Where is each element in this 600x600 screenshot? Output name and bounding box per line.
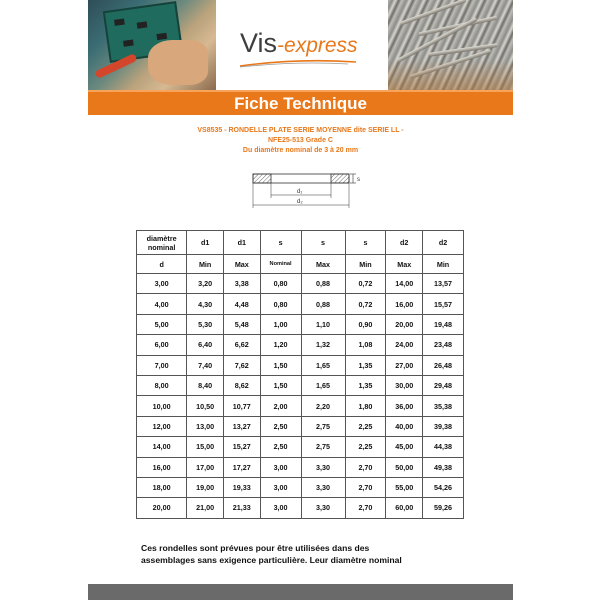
table-cell: 35,38 (423, 396, 464, 416)
table-cell: 2,20 (301, 396, 345, 416)
table-cell: 1,32 (301, 335, 345, 355)
table-row (137, 457, 464, 477)
table-cell: 10,00 (137, 396, 187, 416)
table-cell: 24,00 (386, 335, 423, 355)
table-cell: 19,48 (423, 314, 464, 334)
table-cell: 1,35 (345, 375, 386, 395)
table-row (137, 416, 464, 436)
table-cell: d1 (187, 231, 224, 255)
table-cell: s (345, 231, 386, 255)
table-cell: 1,50 (260, 355, 301, 375)
table-cell: d (137, 255, 187, 274)
table-cell: 7,00 (137, 355, 187, 375)
table-cell: 60,00 (386, 498, 423, 518)
table-cell: 20,00 (386, 314, 423, 334)
header-banner (88, 0, 513, 90)
table-cell: 3,00 (260, 498, 301, 518)
table-cell: 12,00 (137, 416, 187, 436)
table-cell: 0,88 (301, 274, 345, 294)
table-cell: 8,62 (223, 375, 260, 395)
table-row (137, 375, 464, 395)
table-cell: 15,00 (187, 437, 224, 457)
table-cell: Min (187, 255, 224, 274)
table-cell: 7,62 (223, 355, 260, 375)
table-cell: 8,40 (187, 375, 224, 395)
table-cell: 2,25 (345, 437, 386, 457)
table-cell: 3,30 (301, 457, 345, 477)
table-row (137, 335, 464, 355)
label-d2: d₂ (297, 199, 303, 205)
table-cell: 17,27 (223, 457, 260, 477)
brand-logo (240, 28, 358, 59)
electronics-repair-photo (88, 0, 216, 90)
table-cell: 2,70 (345, 498, 386, 518)
table-cell: 14,00 (386, 274, 423, 294)
label-s: s (357, 177, 360, 183)
usage-note (141, 542, 461, 566)
subtitle-line-3: Du diamètre nominal de 3 à 20 mm (242, 147, 359, 154)
table-cell: 1,65 (301, 355, 345, 375)
washer-diagram (243, 168, 363, 212)
page-title: Fiche Technique (234, 94, 367, 113)
table-cell: 7,40 (187, 355, 224, 375)
brand-name-part2: -express (277, 34, 358, 57)
table-row (137, 396, 464, 416)
table-cell: 4,48 (223, 294, 260, 314)
table-cell: 45,00 (386, 437, 423, 457)
table-row (137, 437, 464, 457)
table-cell: 1,10 (301, 314, 345, 334)
table-cell: Min (345, 255, 386, 274)
table-cell: 10,77 (223, 396, 260, 416)
table-cell: 0,80 (260, 274, 301, 294)
table-cell: 1,80 (345, 396, 386, 416)
logo-swoosh-icon (238, 58, 358, 68)
table-cell: 19,33 (223, 477, 260, 497)
table-cell: 13,00 (187, 416, 224, 436)
subtitle-line-2: NFE25-513 Grade C (268, 137, 333, 144)
table-cell: 13,27 (223, 416, 260, 436)
table-cell: 18,00 (137, 477, 187, 497)
table-cell: 3,30 (301, 498, 345, 518)
brand-name-part1: Vis (240, 28, 278, 58)
table-row (137, 498, 464, 518)
table-cell: 2,75 (301, 416, 345, 436)
table-cell: 54,26 (423, 477, 464, 497)
table-cell: 1,50 (260, 375, 301, 395)
hand-shape (148, 40, 208, 85)
table-cell: 23,48 (423, 335, 464, 355)
table-cell: 1,08 (345, 335, 386, 355)
table-cell: 6,00 (137, 335, 187, 355)
title-bar (88, 90, 513, 115)
table-cell: 4,30 (187, 294, 224, 314)
table-cell: 21,00 (187, 498, 224, 518)
table-cell: 5,30 (187, 314, 224, 334)
datasheet-page (88, 0, 513, 600)
table-cell: d2 (423, 231, 464, 255)
table-cell: 1,35 (345, 355, 386, 375)
table-cell: 16,00 (386, 294, 423, 314)
subtitle-line-1: VS8535 - RONDELLE PLATE SERIE MOYENNE dite SERIE LL - (197, 127, 404, 134)
table-cell: 13,57 (423, 274, 464, 294)
note-line-2: assemblages sans exigence particulière. Leur diamètre nominal (141, 555, 402, 565)
table-row (137, 274, 464, 294)
table-cell: 2,50 (260, 416, 301, 436)
table-cell: 0,88 (301, 294, 345, 314)
table-row (137, 355, 464, 375)
table-cell: 3,20 (187, 274, 224, 294)
table-cell: Nominal (260, 255, 301, 274)
table-cell: 14,00 (137, 437, 187, 457)
table-cell: 4,00 (137, 294, 187, 314)
table-cell: 27,00 (386, 355, 423, 375)
label-d1: d₁ (297, 189, 303, 195)
table-cell: 15,57 (423, 294, 464, 314)
table-cell: 19,00 (187, 477, 224, 497)
table-cell: d1 (223, 231, 260, 255)
table-cell: 0,72 (345, 274, 386, 294)
table-cell: Min (423, 255, 464, 274)
table-cell: 2,00 (260, 396, 301, 416)
table-cell: 50,00 (386, 457, 423, 477)
table-cell: 15,27 (223, 437, 260, 457)
table-cell: 0,72 (345, 294, 386, 314)
table-cell: 29,48 (423, 375, 464, 395)
table-cell: 0,80 (260, 294, 301, 314)
table-cell: 10,50 (187, 396, 224, 416)
table-cell: 39,38 (423, 416, 464, 436)
table-cell: 21,33 (223, 498, 260, 518)
table-cell: 8,00 (137, 375, 187, 395)
table-cell: 6,62 (223, 335, 260, 355)
table-cell: 40,00 (386, 416, 423, 436)
note-line-1: Ces rondelles sont prévues pour être utilisées dans des (141, 543, 370, 553)
table-cell: 30,00 (386, 375, 423, 395)
table-cell: 17,00 (187, 457, 224, 477)
footer-bar (88, 584, 513, 600)
table-cell: 59,26 (423, 498, 464, 518)
table-cell: diamètre nominal (137, 231, 187, 255)
table-cell: 6,40 (187, 335, 224, 355)
table-cell: 2,25 (345, 416, 386, 436)
table-cell: 5,48 (223, 314, 260, 334)
table-subheader-row (137, 255, 464, 274)
table-cell: 26,48 (423, 355, 464, 375)
table-cell: 1,65 (301, 375, 345, 395)
table-cell: 3,00 (137, 274, 187, 294)
spec-table (136, 230, 464, 519)
table-row (137, 294, 464, 314)
table-cell: 3,00 (260, 457, 301, 477)
table-row (137, 477, 464, 497)
screws-photo (388, 0, 513, 90)
table-cell: 3,00 (260, 477, 301, 497)
table-cell: 2,70 (345, 457, 386, 477)
table-cell: 5,00 (137, 314, 187, 334)
table-cell: 16,00 (137, 457, 187, 477)
table-cell: 20,00 (137, 498, 187, 518)
table-cell: 44,38 (423, 437, 464, 457)
table-cell: Max (386, 255, 423, 274)
table-cell: 2,75 (301, 437, 345, 457)
table-cell: d2 (386, 231, 423, 255)
table-cell: s (260, 231, 301, 255)
table-cell: 1,20 (260, 335, 301, 355)
table-header-row (137, 231, 464, 255)
table-cell: 2,50 (260, 437, 301, 457)
logo-area (216, 0, 388, 90)
table-cell: 3,38 (223, 274, 260, 294)
table-cell: 0,90 (345, 314, 386, 334)
table-cell: 2,70 (345, 477, 386, 497)
table-cell: s (301, 231, 345, 255)
table-cell: 36,00 (386, 396, 423, 416)
table-cell: 49,38 (423, 457, 464, 477)
table-cell: 55,00 (386, 477, 423, 497)
table-row (137, 314, 464, 334)
table-cell: 1,00 (260, 314, 301, 334)
table-cell: Max (301, 255, 345, 274)
table-cell: Max (223, 255, 260, 274)
table-cell: 3,30 (301, 477, 345, 497)
